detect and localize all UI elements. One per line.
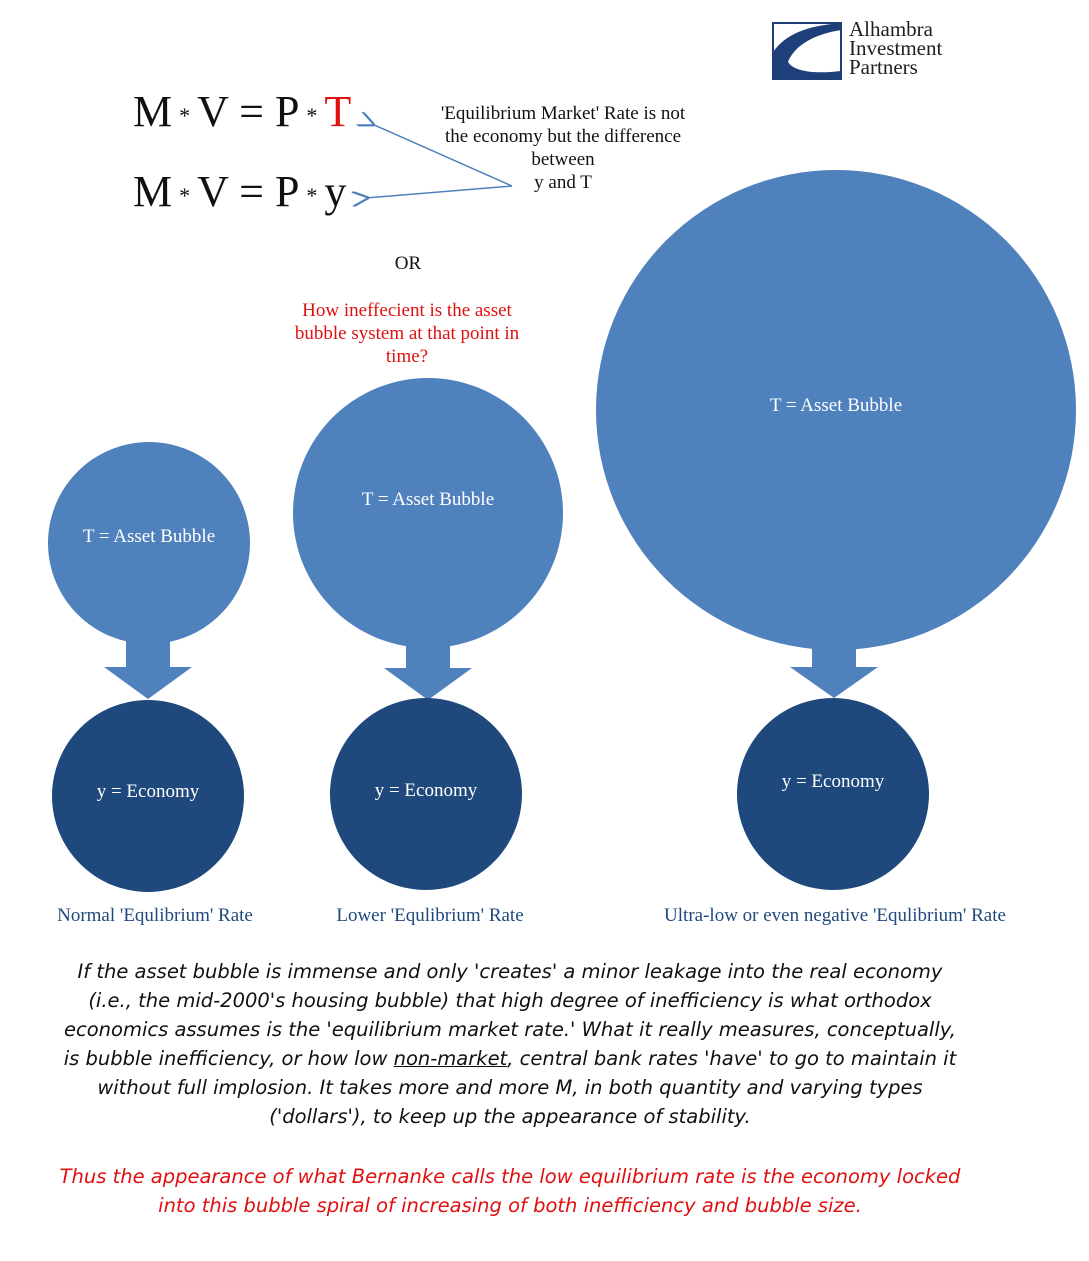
eq2-equals: =: [239, 167, 264, 216]
rate-label-ultra-low: Ultra-low or even negative 'Equlibrium' Rate: [664, 905, 1006, 926]
eq2-y: y: [324, 167, 347, 216]
explanation-line-1: If the asset bubble is immense and only 'creates' a minor leakage into the real economy: [77, 960, 943, 983]
asset-bubble-label: T = Asset Bubble: [361, 489, 495, 510]
economy-circle-2: [330, 698, 522, 890]
explanation-line-6: ('dollars'), to keep up the appearance of stability.: [269, 1105, 751, 1128]
eq1-multiply-1: *: [179, 102, 191, 128]
conclusion-paragraph: [50, 1162, 970, 1220]
eq1-m: M: [133, 87, 173, 136]
eq2-p: P: [274, 167, 300, 216]
economy-label: y = Economy: [374, 780, 478, 801]
asset-bubble-label: T = Asset Bubble: [769, 395, 903, 416]
eq1-t: T: [324, 87, 352, 136]
eq1-multiply-2: *: [306, 102, 318, 128]
asset-bubble-circle-large: [596, 170, 1076, 650]
note-line-1: 'Equilibrium Market' Rate is not: [440, 103, 686, 124]
explanation-paragraph: [50, 957, 970, 1131]
logo-line-1: Alhambra: [849, 17, 933, 41]
asset-bubble-label: T = Asset Bubble: [82, 526, 216, 547]
down-arrow-icon: [384, 642, 472, 700]
question-line-2: bubble system at that point in: [294, 323, 520, 344]
equilibrium-note: [418, 102, 708, 194]
rate-label-lower: Lower 'Equlibrium' Rate: [336, 905, 524, 926]
question-line-3: time?: [385, 346, 429, 367]
explanation-line-4: is bubble inefficiency, or how low non-market, central bank rates 'have' to go to maintain it: [63, 1047, 957, 1070]
explanation-line-3: economics assumes is the 'equilibrium market rate.' What it really measures, conceptually,: [64, 1018, 956, 1041]
eq2-m: M: [133, 167, 173, 216]
note-line-2: the economy but the difference: [445, 126, 681, 147]
note-line-4: y and T: [534, 172, 592, 193]
eq1-v: V: [197, 87, 229, 136]
asset-bubble-circle-small: [48, 442, 250, 644]
economy-label: y = Economy: [96, 781, 200, 802]
explanation-line-2: (i.e., the mid-2000's housing bubble) that high degree of inefficiency is what orthodox: [88, 989, 932, 1012]
inefficiency-question: [270, 299, 544, 368]
conclusion-line-1: Thus the appearance of what Bernanke calls the low equilibrium rate is the economy locked: [59, 1165, 961, 1188]
explanation-line-5: without full implosion. It takes more and more M, in both quantity and varying types: [97, 1076, 923, 1099]
question-line-1: How ineffecient is the asset: [302, 300, 512, 321]
note-line-3: between: [531, 149, 595, 170]
economy-circle-1: [52, 700, 244, 892]
or-label: OR: [394, 253, 422, 274]
non-market-emphasis: non-market: [393, 1047, 508, 1070]
rate-label-normal: Normal 'Equlibrium' Rate: [57, 905, 253, 926]
eq2-v: V: [197, 167, 229, 216]
eq1-equals: =: [239, 87, 264, 136]
economy-circle-3: [737, 698, 929, 890]
logo-line-3: Partners: [849, 55, 918, 79]
conclusion-line-2: into this bubble spiral of increasing of both inefficiency and bubble size.: [158, 1194, 862, 1217]
economy-label: y = Economy: [781, 771, 885, 792]
eq2-multiply-1: *: [179, 182, 191, 208]
down-arrow-icon: [790, 645, 878, 698]
logo-line-2: Investment: [849, 36, 943, 60]
asset-bubble-circle-medium: [293, 378, 563, 648]
eq1-p: P: [274, 87, 300, 136]
eq2-multiply-2: *: [306, 182, 318, 208]
down-arrow-icon: [104, 639, 192, 699]
